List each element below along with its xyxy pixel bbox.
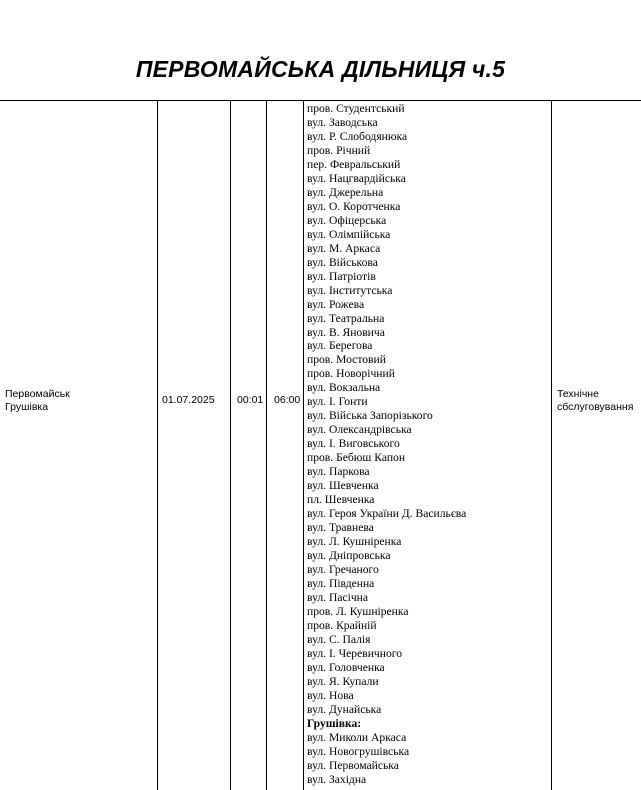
street-item: вул. Миколи Аркаса — [307, 730, 407, 744]
area-name-2: Грушівка — [5, 401, 49, 413]
outage-table — [0, 100, 641, 790]
street-item: вул. Офіцерська — [307, 213, 387, 227]
column-divider — [266, 101, 267, 790]
street-item: вул. Дніпровська — [307, 549, 391, 562]
page-title: ПЕРВОМАЙСЬКА ДІЛЬНИЦЯ ч.5 — [135, 56, 506, 82]
street-item: вул. І. Черевичного — [307, 646, 403, 660]
street-item: пров. Л. Кушніренка — [307, 604, 409, 618]
street-item: вул. Інститутська — [307, 283, 393, 297]
area-cell — [5, 388, 70, 414]
street-item: пер. Февральський — [307, 157, 401, 171]
column-divider — [303, 101, 304, 790]
street-item: вул. С. Палія — [307, 632, 371, 646]
street-item: пров. Новорічний — [307, 367, 395, 381]
time-to-cell: 06:00 — [274, 394, 301, 406]
street-item: вул. Військова — [307, 255, 378, 269]
street-item: вул. Театральна — [307, 311, 385, 325]
street-item: вул. Новогрушівська — [307, 744, 410, 758]
street-item: пров. Бебюш Капон — [307, 451, 406, 465]
street-item: вул. Р. Слободянюка — [307, 129, 408, 143]
street-item: пров. Студентський — [307, 102, 405, 115]
column-divider — [157, 101, 158, 790]
street-item: вул. Нацгвардійська — [307, 171, 406, 185]
street-item: вул. Західна — [307, 772, 367, 786]
street-item: вул. О. Коротченка — [307, 199, 401, 213]
street-item: вул. Героя України Д. Васильєва — [307, 507, 467, 521]
street-item: вул. Олімпійська — [307, 227, 391, 241]
street-item: вул. І. Виговського — [307, 437, 400, 451]
column-divider — [551, 101, 552, 790]
street-item: вул. Рожева — [307, 297, 365, 311]
street-item: вул. Шевченка — [307, 479, 379, 493]
street-item: вул. Гречаного — [307, 562, 379, 576]
column-divider — [230, 101, 231, 790]
work-type-2: сбслуговування — [557, 401, 634, 413]
street-item: вул. Нова — [307, 688, 354, 702]
street-item: вул. Олександрівська — [307, 423, 412, 437]
street-item: вул. Війська Запорізького — [307, 409, 433, 423]
date-cell: 01.07.2025 — [162, 394, 215, 406]
work-type-cell — [557, 388, 633, 414]
street-item: вул. Первомайська — [307, 758, 399, 772]
street-item: вул. Вокзальна — [307, 381, 381, 395]
street-item: вул. Травнева — [307, 521, 374, 535]
street-item: вул. М. Аркаса — [307, 241, 381, 255]
work-type: Технічне — [557, 388, 599, 400]
street-item: вул. Паркова — [307, 465, 370, 479]
street-item: вул. В. Яновича — [307, 325, 385, 339]
area-name: Первомайськ — [5, 388, 70, 400]
street-item: вул. Берегова — [307, 339, 373, 353]
street-item: вул. Головченка — [307, 660, 385, 674]
street-item: пров. Мостовий — [307, 353, 386, 367]
street-item: вул. Дунайська — [307, 702, 382, 716]
street-item: вул. Заводська — [307, 115, 378, 129]
time-from-cell: 00:01 — [237, 394, 264, 406]
street-item: пл. Шевченка — [307, 493, 375, 507]
street-item: вул. Пасічна — [307, 590, 369, 604]
street-item: вул. Л. Кушніренка — [307, 535, 402, 549]
street-item: вул. І. Гонти — [307, 395, 368, 409]
street-item: вул. Джерельна — [307, 185, 384, 199]
street-item: вул. Патріотів — [307, 269, 376, 283]
street-item: вул. Я. Купали — [307, 674, 379, 688]
street-item: вул. Південна — [307, 576, 375, 590]
streets-list — [307, 102, 466, 786]
street-item: пров. Крайній — [307, 618, 377, 632]
street-item: пров. Річний — [307, 143, 371, 157]
section-header: Грушівка: — [307, 716, 362, 730]
